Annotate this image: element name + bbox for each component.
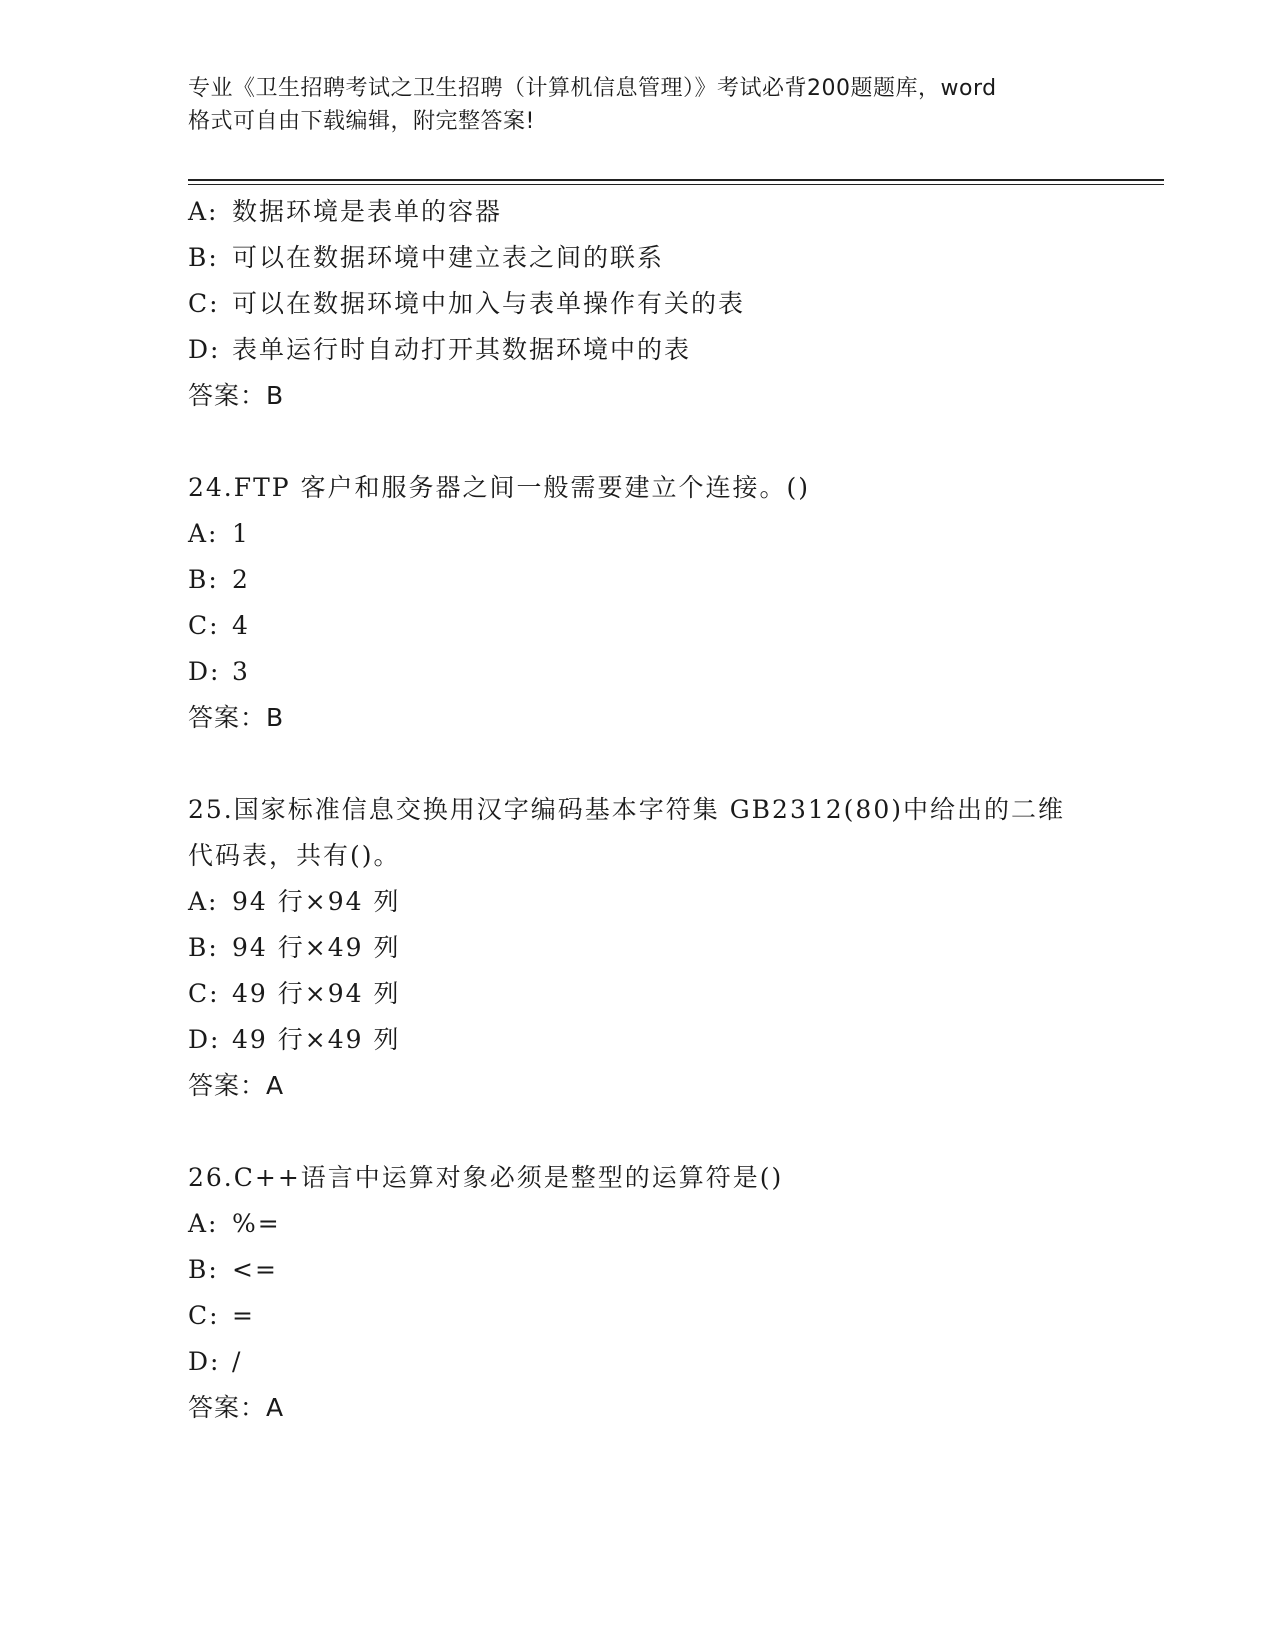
question-block-26 [188,1155,1148,1431]
answer-label: 答案：A [188,1393,285,1422]
option-b: B: 可以在数据环境中建立表之间的联系 [188,243,665,272]
option-b: B: 2 [188,565,250,594]
option-c: C: 49 行×94 列 [188,979,401,1008]
option-b: B: 94 行×49 列 [188,933,401,962]
option-d: D: 3 [188,657,250,686]
question-block-23 [188,189,1148,419]
answer-label: 答案：B [188,703,285,732]
question-block-25 [188,787,1148,1109]
question-text: 26.C++语言中运算对象必须是整型的运算符是() [188,1163,784,1192]
question-text: 24.FTP 客户和服务器之间一般需要建立个连接。() [188,473,811,502]
option-a: A: %= [188,1209,281,1238]
option-d: D: 表单运行时自动打开其数据环境中的表 [188,335,692,364]
option-b: B: <= [188,1255,278,1284]
option-a: A: 1 [188,519,250,548]
answer-label: 答案：A [188,1071,285,1100]
header-line-2: 格式可自由下载编辑，附完整答案! [188,109,535,134]
option-c: C: = [188,1301,255,1330]
option-d: D: / [188,1347,243,1376]
header-divider-thick [188,179,1164,181]
option-c: C: 可以在数据环境中加入与表单操作有关的表 [188,289,746,318]
option-a: A: 94 行×94 列 [188,887,401,916]
header-line-1: 专业《卫生招聘考试之卫生招聘（计算机信息管理）》考试必背200题题库，word [188,76,997,101]
question-text-line-1: 25.国家标准信息交换用汉字编码基本字符集 GB2312(80)中给出的二维 [188,795,1065,824]
option-c: C: 4 [188,611,250,640]
header-divider-thin [188,184,1164,185]
option-d: D: 49 行×49 列 [188,1025,401,1054]
document-header [188,72,1088,138]
question-list [188,189,1148,1477]
question-block-24 [188,465,1148,741]
answer-label: 答案：B [188,381,285,410]
option-a: A: 数据环境是表单的容器 [188,197,503,226]
question-text-line-2: 代码表，共有()。 [188,841,401,870]
